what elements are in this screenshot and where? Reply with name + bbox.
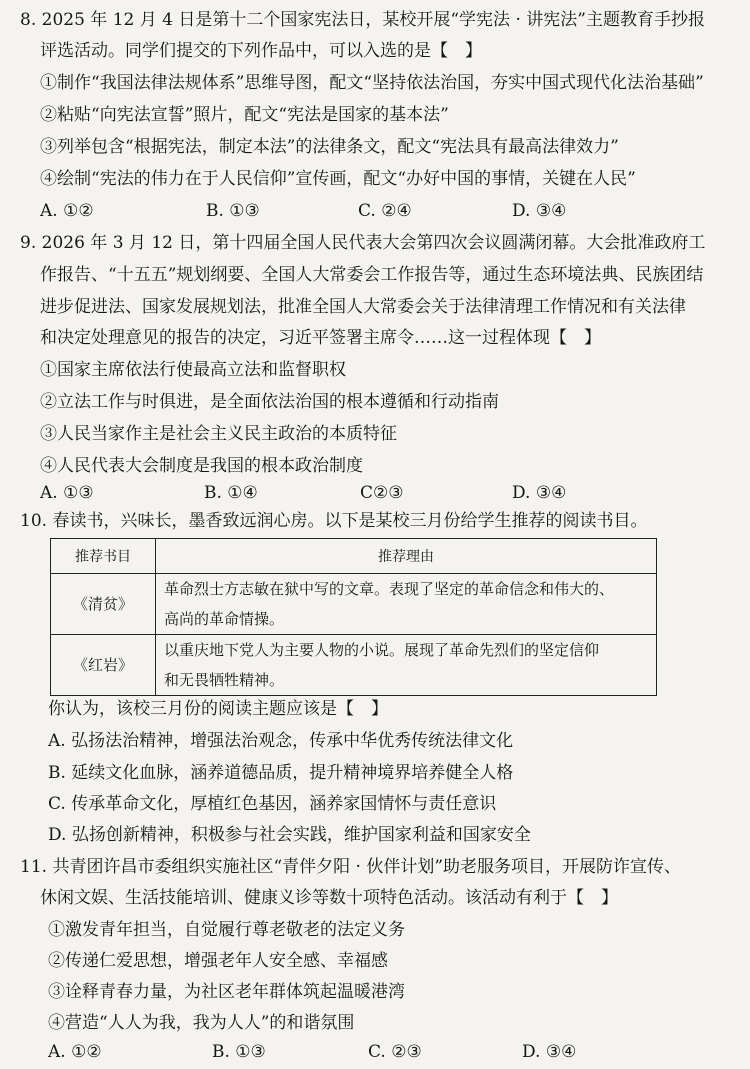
q9-option-b: B. ①④ xyxy=(204,483,258,503)
table-row xyxy=(51,635,657,696)
q10-option-c: C. 传承革命文化，厚植红色基因，涵养家国情怀与责任意识 xyxy=(48,794,497,814)
q11-stem-line-2: 休闲文娱、生活技能培训、健康义诊等数十项特色活动。该活动有利于【 】 xyxy=(40,888,618,908)
q9-stem-line-3: 进步促进法、国家发展规划法，批准全国人大常委会关于法律清理工作情况和有关法律 xyxy=(40,297,686,317)
q11-option-b: B. ①③ xyxy=(212,1042,266,1062)
q11-option-a: A. ①② xyxy=(48,1042,102,1062)
reading-list-table xyxy=(50,538,657,696)
q8-option-c: C. ②④ xyxy=(358,201,412,221)
q10-option-a: A. 弘扬法治精神，增强法治观念，传承中华优秀传统法律文化 xyxy=(48,731,514,751)
header-reason: 推荐理由 xyxy=(156,539,657,574)
q9-item-2: ②立法工作与时俱进，是全面依法治国的根本遵循和行动指南 xyxy=(40,392,499,412)
q8-stem-line-2: 评选活动。同学们提交的下列作品中，可以入选的是【 】 xyxy=(40,41,482,61)
q9-stem-line-4: 和决定处理意见的报告的决定，习近平签署主席令……这一过程体现【 】 xyxy=(40,328,601,348)
q11-item-3: ③诠释青春力量，为社区老年群体筑起温暖港湾 xyxy=(48,982,405,1002)
q10-option-d: D. 弘扬创新精神，积极参与社会实践，维护国家利益和国家安全 xyxy=(48,825,531,845)
q11-stem-line-1: 11. 共青团许昌市委组织实施社区“青伴夕阳 · 伙伴计划”助老服务项目，开展防诈宣传、 xyxy=(20,857,682,877)
reason-line: 革命烈士方志敏在狱中写的文章。表现了坚定的革命信念和伟大的、 xyxy=(164,580,615,598)
table-row xyxy=(51,574,657,635)
table-header-row xyxy=(51,539,657,574)
q8-stem-line-1: 8. 2025 年 12 月 4 日是第十二个国家宪法日，某校开展“学宪法 · 讲宪法”主题教育手抄报 xyxy=(20,10,705,30)
q10-stem: 10. 春读书，兴味长，墨香致远润心房。以下是某校三月份给学生推荐的阅读书目。 xyxy=(20,511,648,531)
book-title: 《清贫》 xyxy=(51,574,156,635)
q8-item-2: ②粘贴“向宪法宣誓”照片，配文“宪法是国家的基本法” xyxy=(40,105,449,125)
q11-item-2: ②传递仁爱思想，增强老年人安全感、幸福感 xyxy=(48,951,388,971)
q8-option-b: B. ①③ xyxy=(206,201,260,221)
q8-item-4: ④绘制“宪法的伟力在于人民信仰”宣传画，配文“办好中国的事情，关键在人民” xyxy=(40,169,636,189)
reason-line: 高尚的革命情操。 xyxy=(164,610,285,628)
q8-option-d: D. ③④ xyxy=(512,201,567,221)
q9-option-d: D. ③④ xyxy=(512,483,567,503)
book-reason xyxy=(156,574,657,635)
q11-option-c: C. ②③ xyxy=(368,1042,422,1062)
book-reason xyxy=(156,635,657,696)
q9-item-1: ①国家主席依法行使最高立法和监督职权 xyxy=(40,360,346,380)
q9-item-4: ④人民代表大会制度是我国的根本政治制度 xyxy=(40,456,363,476)
q9-item-3: ③人民当家作主是社会主义民主政治的本质特征 xyxy=(40,424,397,444)
book-title: 《红岩》 xyxy=(51,635,156,696)
q10-question: 你认为，该校三月份的阅读主题应该是【 】 xyxy=(48,699,388,719)
q8-option-a: A. ①② xyxy=(40,201,94,221)
reason-line: 以重庆地下党人为主要人物的小说。展现了革命先烈们的坚定信仰 xyxy=(164,641,600,659)
q9-stem-line-1: 9. 2026 年 3 月 12 日，第十四届全国人民代表大会第四次会议圆满闭幕。大会批准政府工 xyxy=(20,233,706,253)
reason-line: 和无畏牺牲精神。 xyxy=(164,671,285,689)
header-book: 推荐书目 xyxy=(51,539,156,574)
q8-item-1: ①制作“我国法律法规体系”思维导图，配文“坚持依法治国，夯实中国式现代化法治基础” xyxy=(40,73,704,93)
q9-option-c: C②③ xyxy=(360,483,404,503)
q9-option-a: A. ①③ xyxy=(40,483,94,503)
q11-item-4: ④营造“人人为我，我为人人”的和谐氛围 xyxy=(48,1013,355,1033)
q11-item-1: ①激发青年担当，自觉履行尊老敬老的法定义务 xyxy=(48,920,405,940)
q11-option-d: D. ③④ xyxy=(522,1042,577,1062)
q10-option-b: B. 延续文化血脉，涵养道德品质，提升精神境界培养健全人格 xyxy=(48,763,514,783)
q9-stem-line-2: 作报告、“十五五”规划纲要、全国人大常委会工作报告等，通过生态环境法典、民族团结 xyxy=(40,265,704,285)
q8-item-3: ③列举包含“根据宪法，制定本法”的法律条文，配文“宪法具有最高法律效力” xyxy=(40,137,619,157)
